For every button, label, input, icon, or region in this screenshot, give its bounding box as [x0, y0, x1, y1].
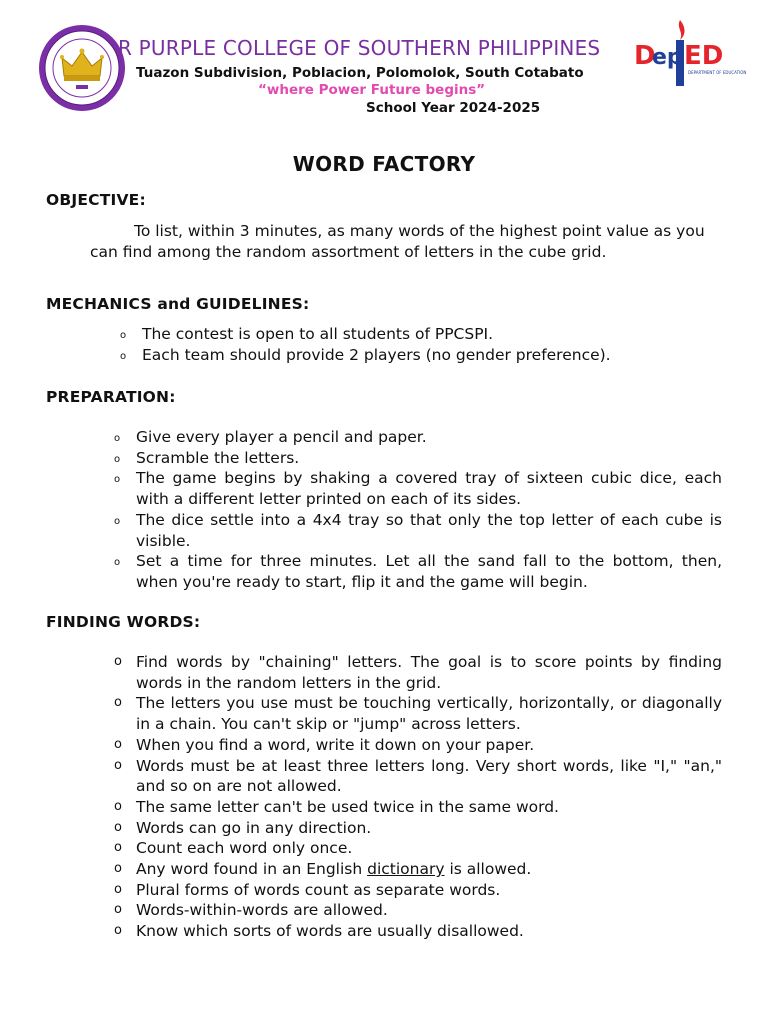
college-seal-logo: [38, 24, 126, 112]
college-motto: “where Power Future begins”: [258, 82, 486, 98]
school-year: School Year 2024-2025: [366, 100, 541, 116]
list-item: o Scramble the letters.: [114, 448, 300, 467]
mechanics-heading: MECHANICS and GUIDELINES:: [46, 295, 310, 313]
finding-words-list: [114, 652, 722, 942]
list-item: o The same letter can't be used twice in the same word.: [114, 797, 559, 816]
letterhead: [0, 0, 768, 130]
list-item: o Each team should provide 2 players (no gender preference).: [120, 345, 611, 364]
list-item: o The contest is open to all students of PPCSPI.: [120, 325, 494, 343]
list-item: o Know which sorts of words are usually disallowed.: [114, 922, 524, 941]
list-item: o Words must be at least three letters long. Very short words, like "I," "an," and so on are not allowed.: [114, 756, 722, 796]
list-item: o Plural forms of words count as separate words.: [114, 880, 501, 899]
list-item: o Set a time for three minutes. Let all the sand fall to the bottom, then, when you're ready to start, flip it and the game will begin.: [114, 552, 722, 591]
list-item: o The game begins by shaking a covered tray of sixteen cubic dice, each with a different letter printed on each of its sides.: [114, 469, 722, 509]
college-name: R PURPLE COLLEGE OF SOUTHERN PHILIPPINES: [118, 36, 601, 60]
svg-text:DEPARTMENT OF EDUCATION: DEPARTMENT OF EDUCATION: [688, 70, 747, 75]
list-item: o The dice settle into a 4x4 tray so that only the top letter of each cube is visible.: [114, 510, 722, 550]
document-title: WORD FACTORY: [292, 152, 476, 176]
finding-words-heading: FINDING WORDS:: [46, 613, 201, 631]
mechanics-list: [120, 324, 722, 365]
list-item: o Give every player a pencil and paper.: [114, 428, 427, 446]
objective-text: To list, within 3 minutes, as many words of the highest point value as you can find among the random assortment of letters in the cube grid.: [90, 222, 705, 261]
list-item: o Any word found in an English dictionary is allowed.: [114, 860, 532, 879]
list-item: o When you find a word, write it down on your paper.: [114, 735, 535, 754]
dictionary-link[interactable]: dictionary: [367, 860, 445, 879]
list-item: o Words-within-words are allowed.: [114, 901, 388, 920]
preparation-heading: PREPARATION:: [46, 388, 176, 406]
list-item: o Count each word only once.: [114, 839, 353, 858]
preparation-list: [114, 427, 722, 593]
svg-text:ep: ep: [652, 45, 683, 70]
list-item: o Words can go in any direction.: [114, 818, 372, 837]
svg-text:ED: ED: [684, 41, 724, 71]
list-item: o Find words by "chaining" letters. The goal is to score points by finding words in the random letters in the grid.: [114, 653, 722, 692]
deped-logo: [632, 16, 747, 92]
svg-text:D: D: [634, 41, 656, 71]
college-address: Tuazon Subdivision, Poblacion, Polomolok, South Cotabato: [136, 65, 584, 81]
objective-heading: OBJECTIVE:: [46, 191, 146, 209]
list-item: o The letters you use must be touching vertically, horizontally, or diagonally in a chain. You can't skip or "jump" across letters.: [114, 694, 722, 734]
